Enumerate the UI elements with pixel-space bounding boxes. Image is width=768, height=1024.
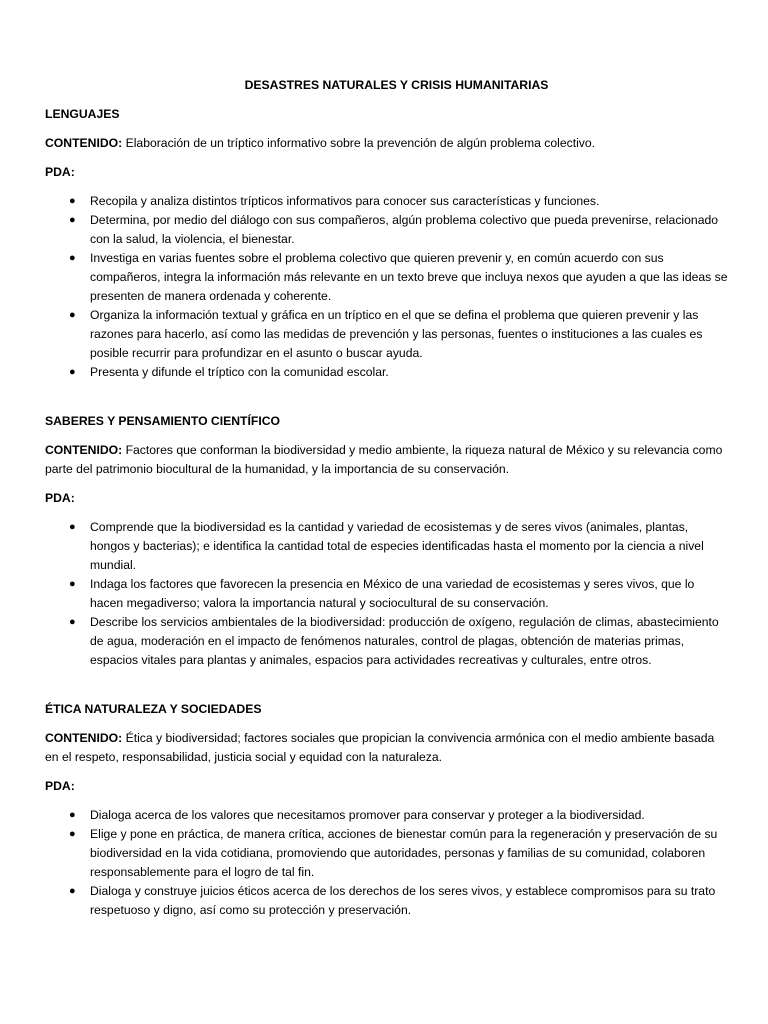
pda-label: PDA: [45,491,75,505]
bullet-icon: ● [69,309,76,321]
section-lenguajes [45,105,728,382]
list-item [69,806,728,825]
list-item-text: Indaga los factores que favorecen la presencia en México de una variedad de ecosistemas y seres vivos, que lo hacen megadiverso; valora la importancia natural y sociocultural de su conservación. [90,577,695,610]
list-item [69,613,728,670]
contenido-paragraph [45,729,728,767]
list-item [69,518,728,575]
document-title: DESASTRES NATURALES Y CRISIS HUMANITARIAS [244,78,549,92]
bullet-icon: ● [69,195,76,207]
contenido-text: Factores que conforman la biodiversidad y medio ambiente, la riqueza natural de México y su relevancia como parte del patrimonio biocultural de la humanidad, y la importancia de su conservación. [45,443,723,476]
bullet-icon: ● [69,578,76,590]
contenido-paragraph [45,441,728,479]
pda-label: PDA: [45,165,75,179]
section-etica [45,700,728,920]
list-item-text: Dialoga acerca de los valores que necesitamos promover para conservar y proteger a la biodiversidad. [90,808,645,822]
bullet-icon: ● [69,366,76,378]
section-heading: SABERES Y PENSAMIENTO CIENTÍFICO [45,414,280,428]
list-item [69,575,728,613]
bullet-icon: ● [69,214,76,226]
section-heading: ÉTICA NATURALEZA Y SOCIEDADES [45,702,262,716]
bullet-icon: ● [69,252,76,264]
section-heading: LENGUAJES [45,107,120,121]
contenido-label: CONTENIDO: [45,136,123,150]
bullet-icon: ● [69,828,76,840]
list-item [69,825,728,882]
list-item-text: Organiza la información textual y gráfica en un tríptico en el que se defina el problema que quieren prevenir y las razones para hacerlo, así como las medidas de prevención y las personas, fuentes o instituciones a las cuales es posible recurrir para profundizar en el asunto o buscar ayuda. [90,308,703,360]
list-item-text: Presenta y difunde el tríptico con la comunidad escolar. [90,365,389,379]
contenido-text: Ética y biodiversidad; factores sociales que propician la convivencia armónica con el medio ambiente basada en el respeto, responsabilidad, justicia social y equidad con la naturaleza. [45,731,715,764]
list-item-text: Elige y pone en práctica, de manera crítica, acciones de bienestar común para la regeneración y preservación de su biodiversidad en la vida cotidiana, promoviendo que autoridades, personas y familias de su comunidad, colaboren responsablemente para el logro de tal fin. [90,827,718,879]
list-item [69,882,728,920]
list-item-text: Investiga en varias fuentes sobre el problema colectivo que quieren prevenir y, en común acuerdo con sus compañeros, integra la información más relevante en un texto breve que incluya nexos que ayuden a que las ideas se presenten de manera ordenada y coherente. [90,251,728,303]
contenido-text: Elaboración de un tríptico informativo sobre la prevención de algún problema colectivo. [122,136,596,150]
pda-label: PDA: [45,779,75,793]
list-item [69,192,728,211]
bullet-icon: ● [69,521,76,533]
list-item-text: Describe los servicios ambientales de la biodiversidad: producción de oxígeno, regulación de climas, abastecimiento de agua, moderación en el impacto de fenómenos naturales, control de plagas, obtención de materias primas, espacios vitales para plantas y animales, espacios para actividades recreativas y culturales, entre otros. [90,615,719,667]
list-item [69,306,728,363]
list-item-text: Determina, por medio del diálogo con sus compañeros, algún problema colectivo que pueda prevenirse, relacionado con la salud, la violencia, el bienestar. [90,213,719,246]
section-saberes [45,412,728,670]
list-item [69,249,728,306]
list-item [69,363,728,382]
list-item-text: Recopila y analiza distintos trípticos informativos para conocer sus características y funciones. [90,194,600,208]
bullet-icon: ● [69,809,76,821]
contenido-label: CONTENIDO: [45,731,123,745]
pda-list [45,518,728,670]
list-item [69,211,728,249]
bullet-icon: ● [69,885,76,897]
contenido-paragraph [45,134,728,153]
bullet-icon: ● [69,616,76,628]
contenido-label: CONTENIDO: [45,443,123,457]
pda-list [45,192,728,382]
pda-list [45,806,728,920]
list-item-text: Dialoga y construye juicios éticos acerca de los derechos de los seres vivos, y establece compromisos para su trato respetuoso y digno, así como su protección y preservación. [90,884,716,917]
list-item-text: Comprende que la biodiversidad es la cantidad y variedad de ecosistemas y de seres vivos (animales, plantas, hongos y bacterias); e identifica la cantidad total de especies identificadas hasta el momento por la ciencia a nivel mundial. [90,520,704,572]
